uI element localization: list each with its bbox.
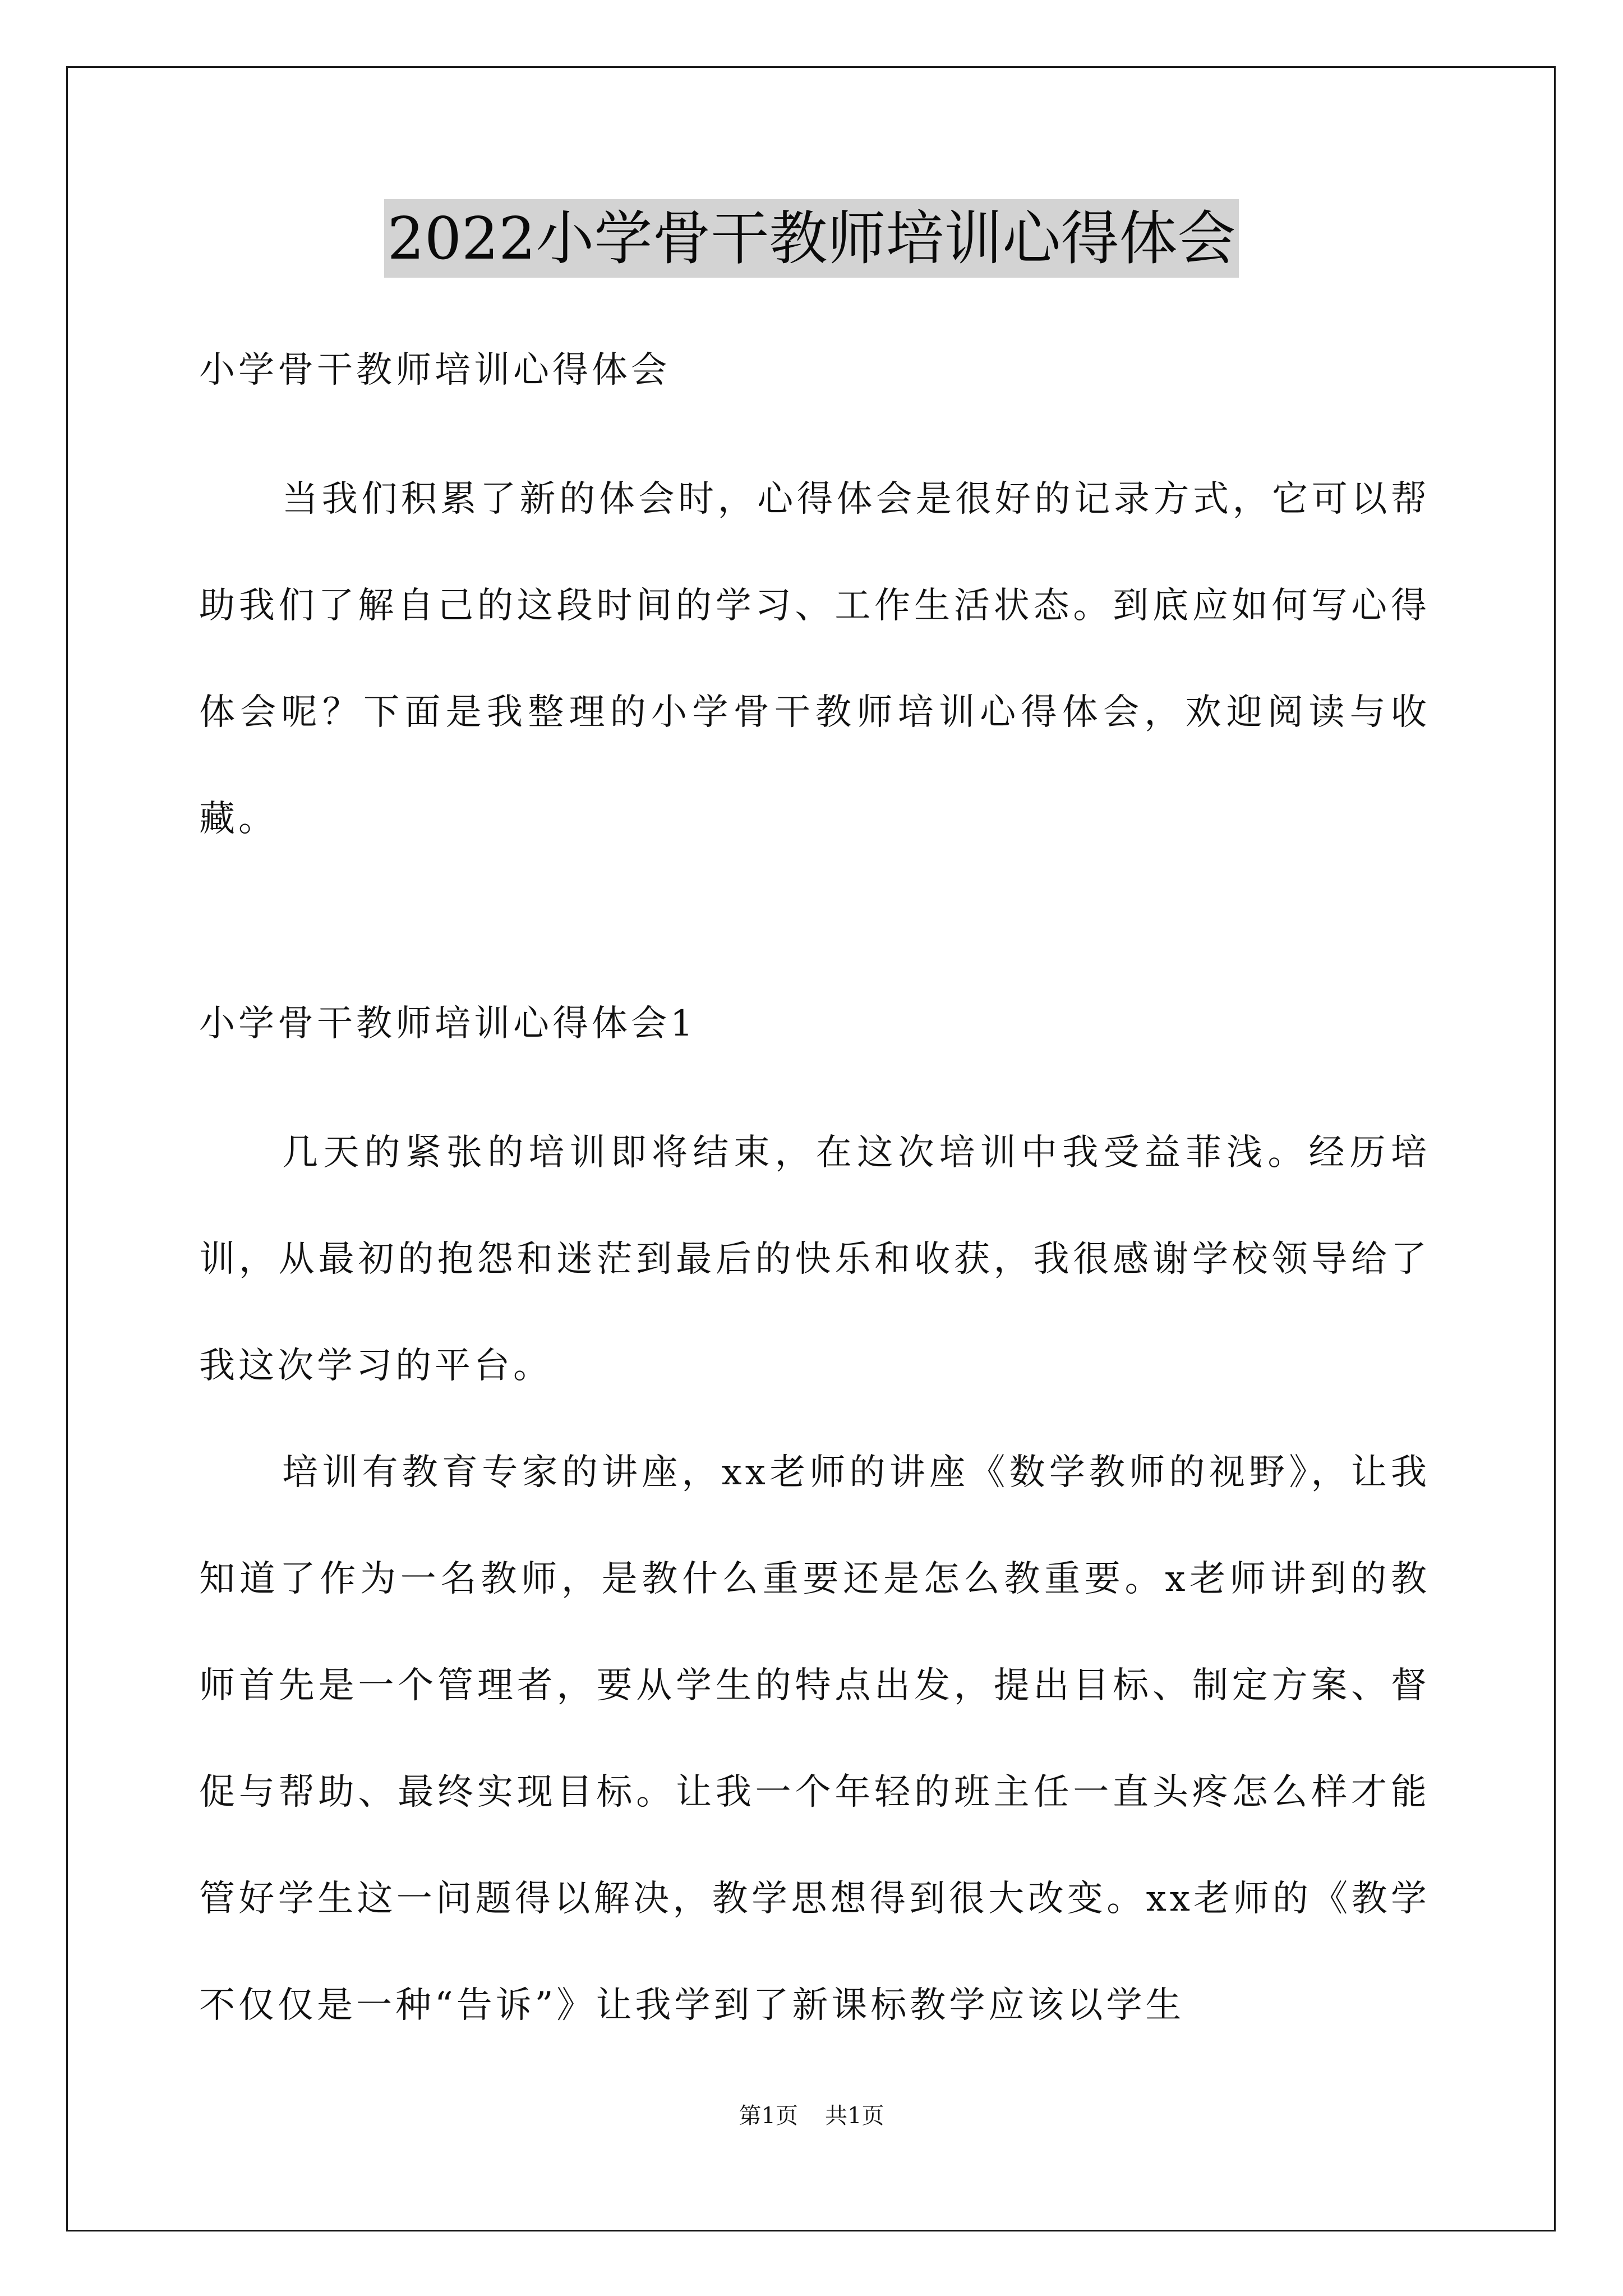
page-total: 共1页	[825, 2103, 884, 2129]
intro-paragraph: 当我们积累了新的体会时，心得体会是很好的记录方式，它可以帮助我们了解自己的这段时间的学习、工作生活状态。到底应如何写心得体会呢？下面是我整理的小学骨干教师培训心得体会，欢迎阅读与收藏。	[199, 478, 1430, 840]
document-body	[199, 342, 1430, 2059]
document-title: 2022小学骨干教师培训心得体会	[384, 199, 1239, 278]
title-container	[0, 199, 1623, 278]
document-subtitle: 小学骨干教师培训心得体会	[199, 349, 670, 391]
page-footer	[0, 2099, 1623, 2133]
body-paragraph-1: 几天的紧张的培训即将结束，在这次培训中我受益菲浅。经历培训，从最初的抱怨和迷茫到最后的快乐和收获，我很感谢学校领导给了我这次学习的平台。	[199, 1132, 1430, 1387]
body-paragraph-2: 培训有教育专家的讲座，xx老师的讲座《数学教师的视野》，让我知道了作为一名教师，是教什么重要还是怎么教重要。x老师讲到的教师首先是一个管理者，要从学生的特点出发，提出目标、制定方案、督促与帮助、最终实现目标。让我一个年轻的班主任一直头疼怎么样才能管好学生这一问题得以解决，教学思想得到很大改变。xx老师的《教学不仅仅是一种“告诉”》让我学到了新课标教学应该以学生	[199, 1452, 1430, 2026]
page-number: 第1页	[739, 2103, 798, 2129]
section-heading: 小学骨干教师培训心得体会1	[199, 1003, 697, 1045]
